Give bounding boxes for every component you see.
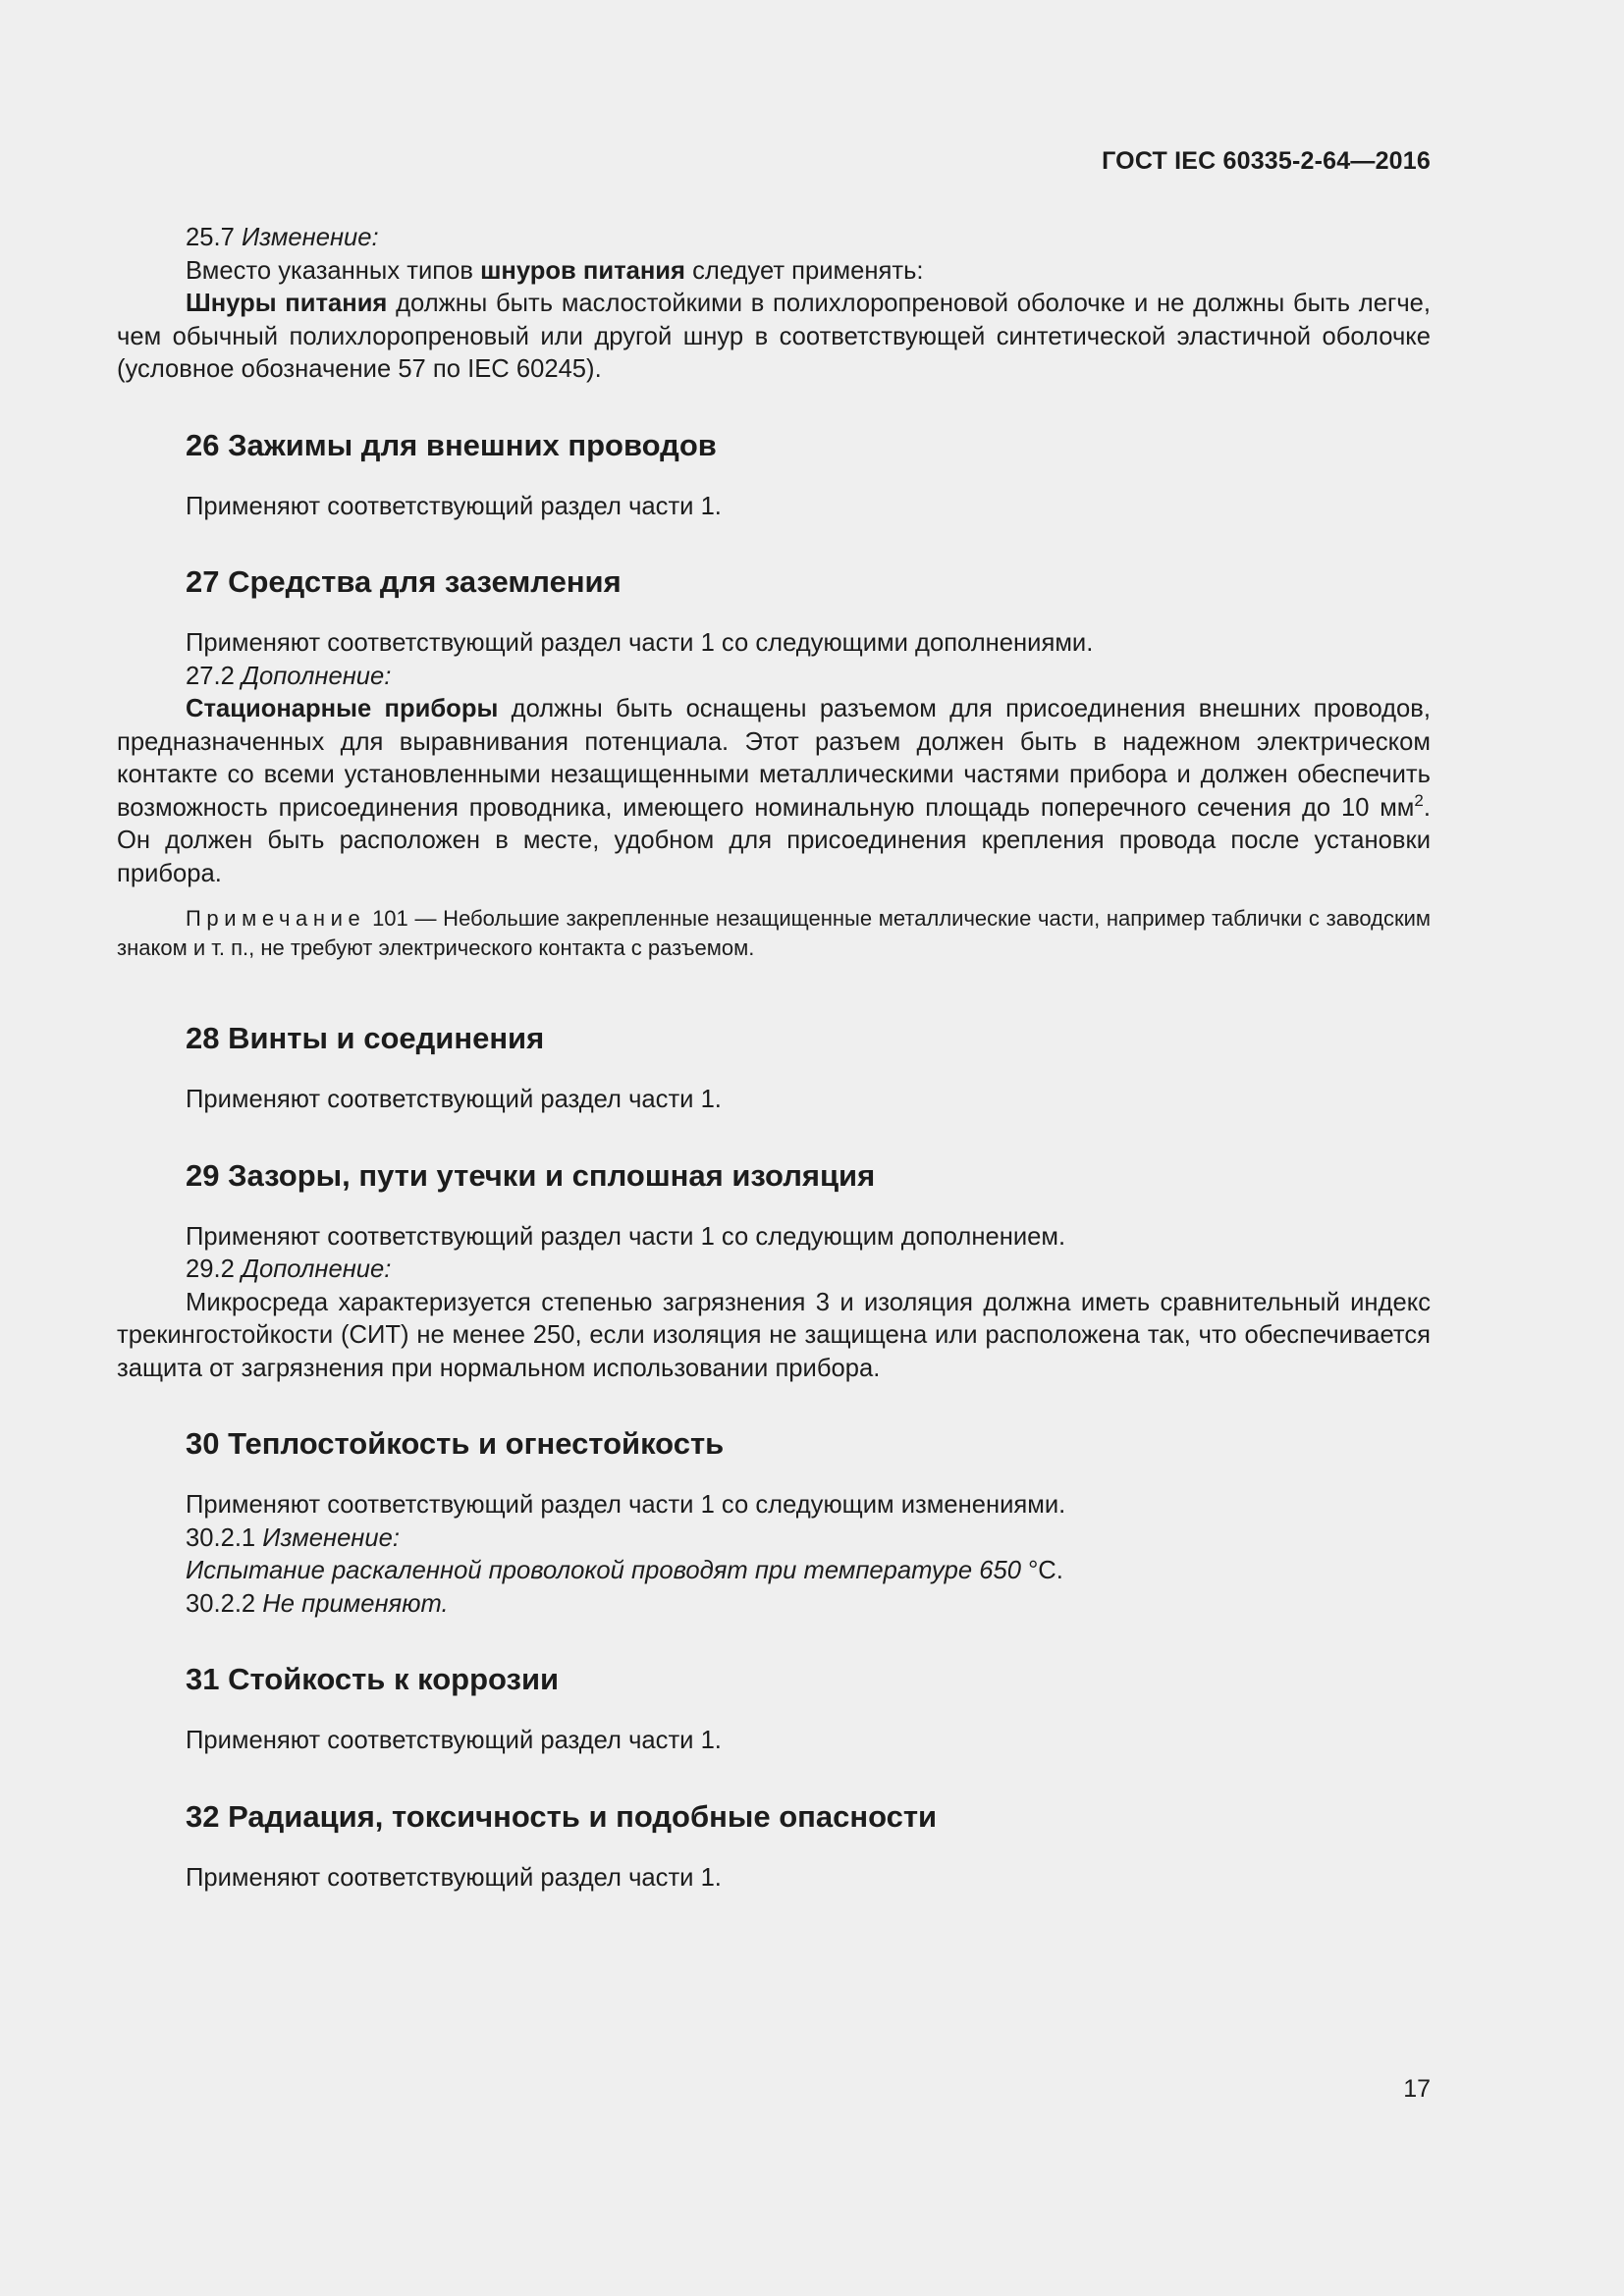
section-heading-30: 30 Теплостойкость и огнестойкость (186, 1426, 725, 1461)
clause-25-7-paragraph (117, 288, 1431, 387)
clause-label: Изменение: (262, 1523, 400, 1552)
clause-30-2-2 (117, 1588, 1431, 1622)
section-heading-32: 32 Радиация, токсичность и подобные опасности (186, 1798, 938, 1834)
section-heading-31: 31 Стойкость к коррозии (186, 1662, 560, 1696)
text-fragment: должны быть оснащены разъемом для присоединения внешних проводов, предназначенных для выравнивания потенциала. Этот разъем должен быть в надежном электрическом контакте со всеми установленными незащищенными металлическими частями прибора и должен обеспечить возможность присоединения проводника, имеющего номинальную площадь поперечного сечения до 10 мм (117, 695, 1431, 822)
text-fragment: . Он должен быть расположен в месте, удобном для присоединения крепления провода после установки прибора. (117, 793, 1431, 887)
text-fragment: Вместо указанных типов (186, 256, 473, 285)
section-32-text: Применяют соответствующий раздел части 1. (186, 1863, 722, 1892)
page-number: 17 (1403, 2075, 1431, 2103)
clause-29-2 (117, 1254, 1431, 1287)
clause-30-2-1-text (117, 1555, 1431, 1588)
section-30-text: Применяют соответствующий раздел части 1 со следующим изменениями. (186, 1491, 1066, 1519)
section-29-text: Применяют соответствующий раздел части 1 со следующим дополнением. (186, 1222, 1066, 1251)
unit-text: °С. (1020, 1557, 1063, 1584)
section-26-text: Применяют соответствующий раздел части 1. (186, 492, 722, 520)
italic-text: Испытание раскаленной проволокой проводят при температуре 650 (186, 1557, 1021, 1584)
clause-label: Изменение: (241, 224, 379, 251)
clause-number: 30.2.2 (186, 1589, 256, 1618)
note-101 (117, 904, 1431, 963)
bold-term: Шнуры питания (186, 290, 388, 317)
clause-25-7 (117, 222, 1431, 255)
clause-number: 27.2 (186, 662, 235, 690)
note-text: 101 — Небольшие закрепленные незащищенные металлические части, например таблички с заводским знаком и т. п., не требуют электрического контакта с разъемом. (117, 906, 1431, 960)
bold-term: шнуров питания (480, 256, 685, 285)
section-28-text: Применяют соответствующий раздел части 1. (186, 1086, 722, 1113)
section-heading-28: 28 Винты и соединения (186, 1021, 545, 1055)
clause-number: 29.2 (186, 1255, 235, 1283)
clause-number: 25.7 (186, 224, 235, 251)
clause-27-2-paragraph (117, 693, 1431, 890)
text-fragment: должны быть маслостойкими в полихлоропреновой оболочке и не должны быть легче, чем обычный полихлоропреновый или другой шнур в соответствующей синтетической эластичной оболочке (условное обозначение 57 по IEC 60245). (117, 290, 1431, 383)
text-fragment: следует применять: (692, 256, 924, 285)
section-27-text: Применяют соответствующий раздел части 1 со следующими дополнениями. (186, 629, 1094, 657)
clause-27-2 (117, 661, 1431, 694)
clause-label: Не применяют. (262, 1589, 449, 1618)
clause-25-7-line (117, 255, 1431, 289)
section-31-text: Применяют соответствующий раздел части 1. (186, 1727, 722, 1754)
note-label: Примечание (186, 906, 366, 931)
clause-30-2-1 (117, 1522, 1431, 1556)
section-heading-29: 29 Зазоры, пути утечки и сплошная изоляция (186, 1157, 876, 1193)
clause-29-2-paragraph: Микросреда характеризуется степенью загрязнения 3 и изоляция должна иметь сравнительный индекс трекингостойкости (СИТ) не менее 250, если изоляция не защищена или расположена так, что обеспечивается защита от загрязнения при нормальном использовании прибора. (117, 1288, 1431, 1382)
clause-number: 30.2.1 (186, 1523, 256, 1552)
superscript: 2 (1414, 790, 1424, 810)
clause-label: Дополнение: (241, 662, 392, 690)
clause-label: Дополнение: (241, 1255, 392, 1283)
bold-term: Стационарные приборы (186, 695, 499, 722)
section-heading-26: 26 Зажимы для внешних проводов (186, 427, 717, 462)
page-content (117, 222, 1431, 1895)
document-header: ГОСТ IEC 60335-2-64—2016 (1102, 147, 1431, 175)
section-heading-27: 27 Средства для заземления (186, 564, 622, 599)
